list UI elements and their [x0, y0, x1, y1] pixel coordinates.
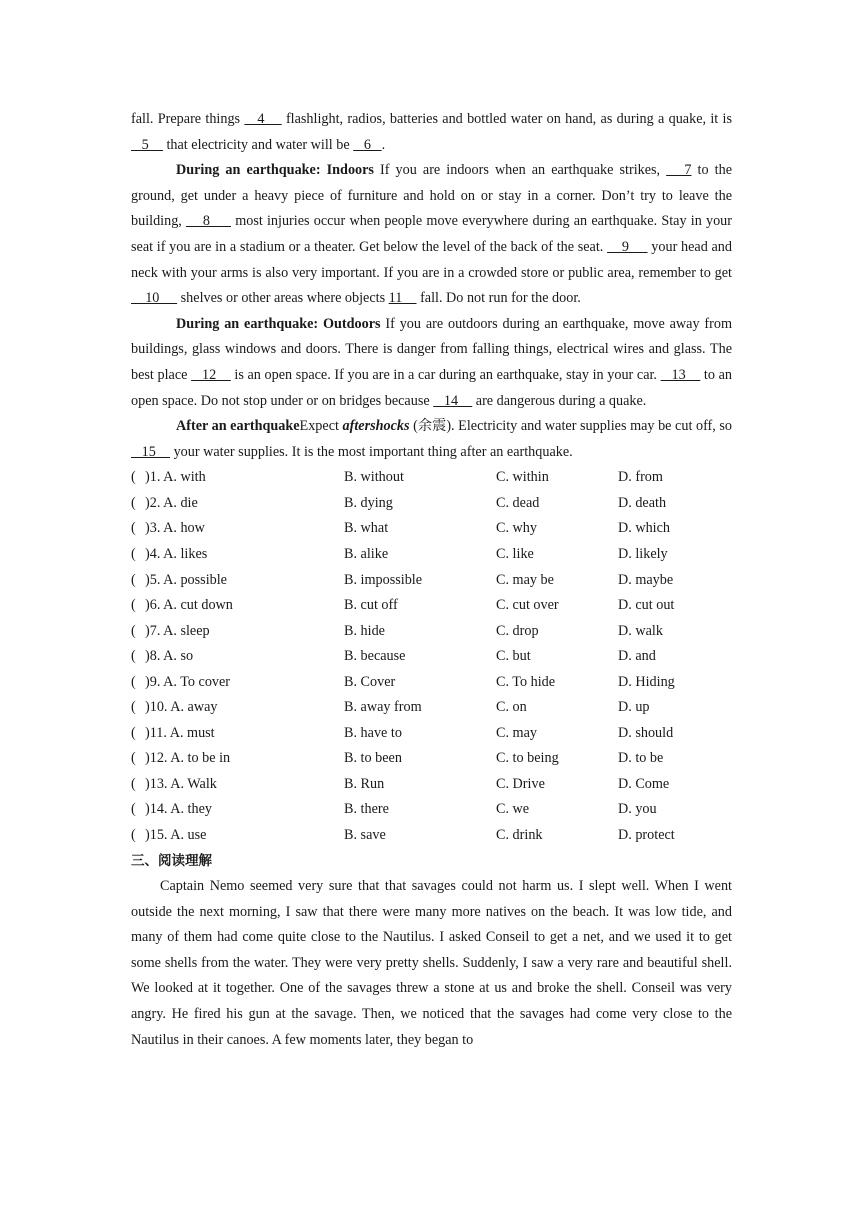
question-row [131, 465, 732, 491]
option-c: C. we [496, 801, 530, 818]
option-b: B. hide [344, 622, 385, 639]
question-option-a: )5. A. possible [145, 571, 227, 588]
question-row [131, 670, 732, 696]
heading-outdoors: During an earthquake: Outdoors [176, 315, 381, 332]
question-row [131, 823, 732, 849]
option-b: B. to been [344, 750, 402, 767]
option-d: D. likely [618, 545, 668, 562]
answer-paren: ( [131, 775, 136, 792]
question-row [131, 619, 732, 645]
question-option-a: )11. A. must [145, 724, 215, 741]
option-b: B. alike [344, 545, 389, 562]
heading-indoors: During an earthquake: Indoors [176, 162, 374, 179]
option-c: C. on [496, 699, 527, 716]
answer-paren: ( [131, 750, 136, 767]
option-d: D. from [618, 469, 663, 486]
text-run: If you are outdoors during an earthquake, move away from buildings, glass windows and doors. There is danger from falling things, electrical wires and glass. The best place [131, 315, 733, 383]
answer-paren: ( [131, 648, 136, 665]
answer-paren: ( [131, 826, 136, 843]
option-d: D. and [618, 648, 656, 665]
option-d: D. cut out [618, 597, 675, 614]
option-c: C. why [496, 520, 537, 537]
text-run: to an open space. Do not stop under or on bridges because [131, 366, 733, 409]
text-run: your water supplies. It is the most important thing after an earthquake. [170, 443, 573, 460]
question-option-a: )7. A. sleep [145, 622, 210, 639]
option-b: B. cut off [344, 597, 398, 614]
question-row [131, 695, 732, 721]
question-row [131, 568, 732, 594]
answer-paren: ( [131, 597, 136, 614]
chinese-gloss: (余震) [409, 418, 452, 435]
text-run: fall. Prepare things [131, 111, 245, 127]
text-run: If you are indoors when an earthquake strikes, [373, 162, 667, 179]
option-d: D. should [618, 724, 674, 741]
answer-paren: ( [131, 724, 136, 741]
option-b: B. Cover [344, 673, 396, 690]
option-d: D. to be [618, 750, 664, 767]
blank-12: 12 [191, 366, 231, 383]
blank-10: 10 [131, 290, 178, 307]
text-run: flashlight, radios, batteries and bottled water on hand, as during a quake, it is [281, 111, 732, 127]
option-d: D. protect [618, 826, 675, 843]
blank-6: 6 [353, 136, 382, 153]
question-option-a: )14. A. they [145, 801, 212, 818]
outdoors-paragraph [131, 312, 732, 414]
option-b: B. there [344, 801, 389, 818]
reading-passage: Captain Nemo seemed very sure that that savages could not harm us. I slept well. When I went outside the next morning, I saw that there were many more natives on the beach. It was low tide, and many of them had come quite close to the Nautilus. I asked Conseil to get a net, and we used it to get some shells from the water. They were very pretty shells. Suddenly, I saw a very rare and beautiful shell. We looked at it together. One of the savages threw a stone at us and broke the shell. Conseil was very angry. He fired his gun at the savage. Then, we noticed that the savages had come very close to the Nautilus in their canoes. A few moments later, they began to [131, 878, 732, 1048]
option-d: D. Hiding [618, 673, 675, 690]
option-b: B. have to [344, 724, 402, 741]
question-row [131, 516, 732, 542]
option-c: C. Drive [496, 775, 545, 792]
blank-7: 7 [666, 162, 692, 179]
option-c: C. but [496, 648, 531, 665]
question-row [131, 746, 732, 772]
question-row [131, 721, 732, 747]
options-list [131, 465, 732, 848]
blank-14: 14 [433, 392, 473, 409]
answer-paren: ( [131, 520, 136, 537]
answer-paren: ( [131, 571, 136, 588]
text-run: . [381, 136, 386, 153]
blank-15: 15 [131, 443, 171, 460]
option-d: D. death [618, 494, 667, 511]
answer-paren: ( [131, 801, 136, 818]
text-run: . Electricity and water supplies may be cut off, so [451, 418, 733, 435]
option-c: C. may be [496, 571, 554, 588]
heading-after: After an earthquake [176, 418, 300, 435]
option-c: C. within [496, 469, 549, 486]
option-b: B. away from [344, 699, 422, 716]
question-option-a: )6. A. cut down [145, 597, 233, 614]
option-b: B. dying [344, 494, 393, 511]
text-run: fall. Do not run for the door. [416, 290, 581, 307]
option-c: C. like [496, 545, 534, 562]
term-aftershocks: aftershocks [342, 418, 410, 435]
text-run: Expect [299, 418, 343, 435]
question-option-a: )8. A. so [145, 648, 194, 665]
question-option-a: )1. A. with [145, 469, 206, 486]
option-d: D. walk [618, 622, 663, 639]
text-run: shelves or other areas where objects [177, 290, 389, 307]
option-b: B. impossible [344, 571, 423, 588]
answer-paren: ( [131, 673, 136, 690]
question-option-a: )9. A. To cover [145, 673, 231, 690]
text-run: most injuries occur when people move everywhere during an earthquake. Stay in your seat if you are in a stadium or a theater. Get below the level of the back of the seat. [131, 213, 733, 255]
passage-intro-paragraph [131, 107, 732, 158]
section-heading: 三、阅读理解 [131, 852, 212, 869]
question-row [131, 644, 732, 670]
blank-13: 13 [660, 366, 701, 383]
question-option-a: )15. A. use [145, 826, 207, 843]
answer-paren: ( [131, 469, 136, 486]
question-row [131, 491, 732, 517]
option-c: C. drink [496, 826, 543, 843]
option-b: B. Run [344, 775, 385, 792]
question-option-a: )13. A. Walk [145, 775, 217, 792]
question-option-a: )10. A. away [145, 699, 218, 716]
option-b: B. what [344, 520, 389, 537]
option-d: D. Come [618, 775, 670, 792]
option-d: D. maybe [618, 571, 674, 588]
question-row [131, 797, 732, 823]
option-d: D. which [618, 520, 671, 537]
blank-5: 5 [131, 136, 163, 153]
blank-4: 4 [244, 111, 282, 127]
after-paragraph [131, 414, 732, 465]
question-option-a: )3. A. how [145, 520, 205, 537]
option-b: B. save [344, 826, 386, 843]
question-option-a: )2. A. die [145, 494, 198, 511]
option-c: C. To hide [496, 673, 556, 690]
option-d: D. you [618, 801, 657, 818]
question-row [131, 542, 732, 568]
option-d: D. up [618, 699, 650, 716]
option-c: C. cut over [496, 597, 559, 614]
answer-paren: ( [131, 545, 136, 562]
option-c: C. drop [496, 622, 539, 639]
option-c: C. to being [496, 750, 559, 767]
text-run: are dangerous during a quake. [472, 392, 647, 409]
option-b: B. because [344, 648, 406, 665]
question-option-a: )12. A. to be in [145, 750, 231, 767]
text-run: your head and neck with your arms is also very important. If you are in a crowded store or public area, remember to get [131, 238, 732, 281]
answer-paren: ( [131, 699, 136, 716]
option-c: C. dead [496, 494, 540, 511]
document-page [131, 107, 732, 1053]
blank-9: 9 [607, 238, 648, 255]
text-run: is an open space. If you are in a car during an earthquake, stay in your car. [230, 366, 661, 383]
answer-paren: ( [131, 622, 136, 639]
option-b: B. without [344, 469, 404, 486]
indoors-paragraph [131, 158, 732, 312]
question-row [131, 772, 732, 798]
blank-11: 11 [388, 290, 417, 307]
option-c: C. may [496, 724, 537, 741]
text-run: to the ground, get under a heavy piece of furniture and hold on or stay in a corner. Don’t try to leave the building, [131, 162, 732, 230]
question-option-a: )4. A. likes [145, 545, 208, 562]
blank-8: 8 [186, 213, 231, 230]
text-run: that electricity and water will be [162, 136, 354, 153]
answer-paren: ( [131, 494, 136, 511]
question-row [131, 593, 732, 619]
